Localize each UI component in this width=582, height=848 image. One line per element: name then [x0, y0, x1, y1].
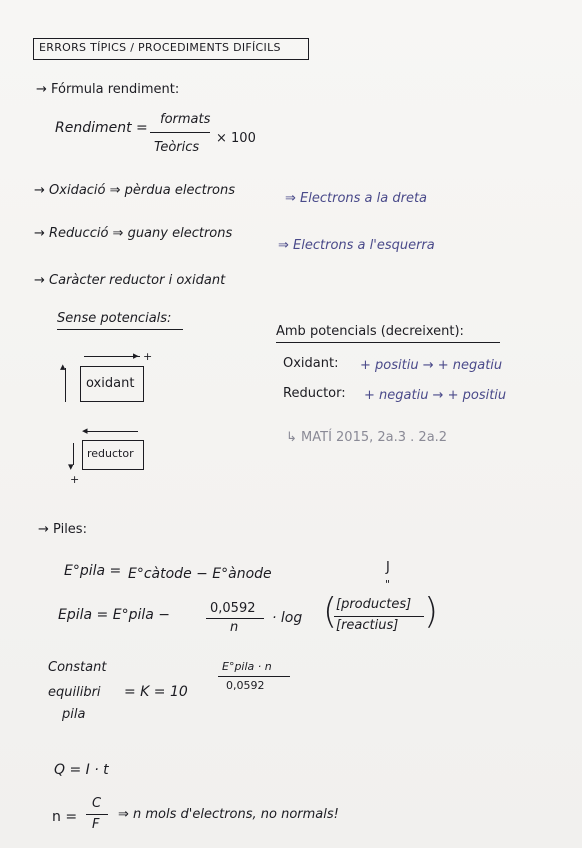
amb-reductor-label: Reductor: [283, 386, 346, 401]
oxidacio-result: ⇒ Electrons a la dreta [285, 191, 428, 206]
rendiment-factor: × 100 [216, 131, 256, 146]
n-explanation: ⇒ n mols d'electrons, no normals! [118, 807, 339, 822]
oxidacio-rule: → Oxidació ⇒ pèrdua electrons [34, 183, 235, 198]
k-label-constant: Constant [48, 660, 107, 675]
n-denominator: F [92, 817, 100, 832]
plus-top: + [143, 350, 153, 363]
n-left: n = [52, 809, 78, 825]
j-mark: J [386, 560, 390, 575]
n-fraction-bar [86, 814, 108, 815]
q-equation: Q = I · t [54, 762, 109, 778]
eq2-numerator: 0,0592 [210, 601, 256, 616]
log-paren-close: ) [424, 591, 439, 632]
arrow-head-left: ◂ [82, 424, 88, 437]
k-exponent-denominator: 0,0592 [226, 679, 265, 692]
log-numerator: [productes] [336, 597, 412, 612]
log-fraction-bar [334, 616, 424, 617]
amb-heading: Amb potencials (decreixent): [276, 324, 464, 339]
rendiment-denominator: Teòrics [154, 140, 200, 155]
eq1-left: E°pila = [64, 563, 122, 579]
rendiment-label: Rendiment = [55, 120, 148, 136]
rendiment-heading: → Fórmula rendiment: [36, 82, 180, 97]
k-label-equilibri: equilibri [48, 685, 101, 700]
equals-mark: " [385, 578, 391, 591]
amb-oxidant-label: Oxidant: [283, 356, 339, 371]
oxidant-up-arrow [65, 368, 66, 402]
k-exponent-bar [218, 676, 290, 677]
eq2-fraction-bar [206, 618, 264, 619]
k-exponent-numerator: E°pila · n [222, 660, 272, 673]
eq2-log: · log [272, 610, 303, 626]
n-numerator: C [92, 796, 102, 811]
arrow-head-right: ▸ [133, 349, 139, 362]
sense-heading: Sense potencials: [57, 311, 172, 326]
caracter-heading: → Caràcter reductor i oxidant [34, 273, 226, 288]
page-title: ERRORS TÍPICS / PROCEDIMENTS DIFÍCILS [39, 41, 281, 54]
eq1-right: E°càtode − E°ànode [128, 566, 272, 582]
log-paren-open: ( [323, 591, 338, 632]
reduccio-rule: → Reducció ⇒ guany electrons [34, 226, 233, 241]
amb-reductor-value: + negatiu → + positiu [364, 388, 507, 403]
rendiment-numerator: formats [160, 112, 211, 127]
plus-bottom: + [70, 473, 80, 486]
arrow-head-down: ▾ [68, 460, 74, 473]
eq2-left: Epila = E°pila − [58, 607, 170, 623]
k-label-pila: pila [62, 707, 86, 722]
amb-reference-note: ↳ MATÍ 2015, 2a.3 . 2a.2 [286, 430, 448, 445]
reductor-box-label: reductor [87, 447, 134, 460]
reduccio-result: ⇒ Electrons a l'esquerra [278, 238, 435, 253]
log-denominator: [reactius] [336, 618, 399, 633]
piles-heading: → Piles: [38, 522, 87, 537]
k-equation: = K = 10 [124, 684, 188, 700]
oxidant-box-label: oxidant [86, 376, 135, 391]
rendiment-fraction-bar [150, 132, 210, 133]
sense-underline [57, 329, 183, 330]
arrow-head-up: ▴ [60, 360, 66, 373]
amb-underline [276, 342, 500, 343]
oxidant-top-arrow [84, 356, 140, 357]
amb-oxidant-value: + positiu → + negatiu [360, 358, 503, 373]
reductor-top-arrow [86, 431, 138, 432]
eq2-denominator: n [230, 620, 239, 635]
